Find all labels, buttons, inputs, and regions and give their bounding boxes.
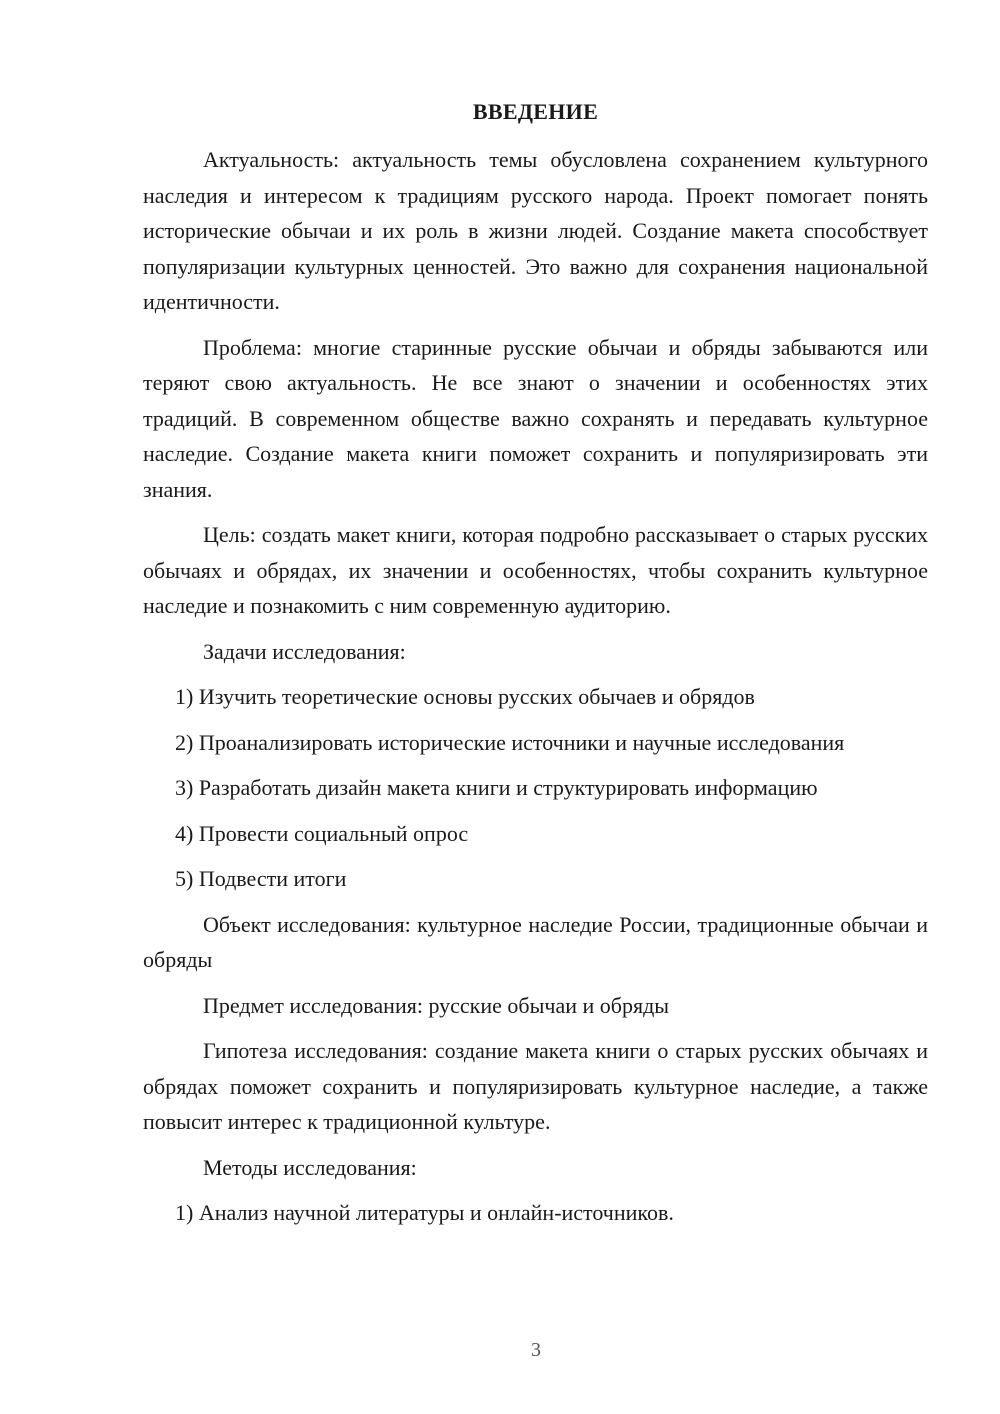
task-item: 4) Провести социальный опрос — [175, 820, 469, 846]
page-body — [143, 142, 928, 1241]
task-item: 3) Разработать дизайн макета книги и структурировать информацию — [175, 775, 818, 800]
methods-heading: Методы исследования: — [203, 1154, 417, 1180]
subject-paragraph: Предмет исследования: русские обычаи и обряды — [203, 992, 670, 1018]
goal-paragraph: Цель: создать макет книги, которая подробно рассказывает о старых русских обычаях и обрядах, их значении и особенностях, чтобы сохранить культурное наследие и познакомить с ним современную аудиторию. — [143, 522, 928, 618]
page-number: 3 — [531, 1339, 541, 1361]
task-item: 5) Подвести итоги — [175, 866, 347, 891]
relevance-paragraph: Актуальность: актуальность темы обусловлена сохранением культурного наследия и интересом к традициям русского народа. Проект помогает понять исторические обычаи и их роль в жизни людей. Создание макета способствует популяризации культурных ценностей. Это важно для сохранения национальной идентичности. — [143, 147, 928, 314]
object-paragraph: Объект исследования: культурное наследие России, традиционные обычаи и обряды — [143, 911, 928, 972]
task-item: 2) Проанализировать исторические источники и научные исследования — [175, 729, 845, 755]
section-heading: ВВЕДЕНИЕ — [472, 99, 599, 124]
method-item: 1) Анализ научной литературы и онлайн-источников. — [175, 1200, 674, 1225]
problem-paragraph: Проблема: многие старинные русские обычаи и обряды забываются или теряют свою актуальность. Не все знают о значении и особенностях этих традиций. В современном обществе важно сохранять и передавать культурное наследие. Создание макета книги поможет сохранить и популяризировать эти знания. — [143, 334, 928, 502]
tasks-heading: Задачи исследования: — [203, 638, 406, 664]
hypothesis-paragraph: Гипотеза исследования: создание макета книги о старых русских обычаях и обрядах поможет сохранить и популяризировать культурное наследие, а также повысит интерес к традиционной культуре. — [143, 1038, 928, 1134]
task-item: 1) Изучить теоретические основы русских обычаев и обрядов — [175, 684, 755, 709]
